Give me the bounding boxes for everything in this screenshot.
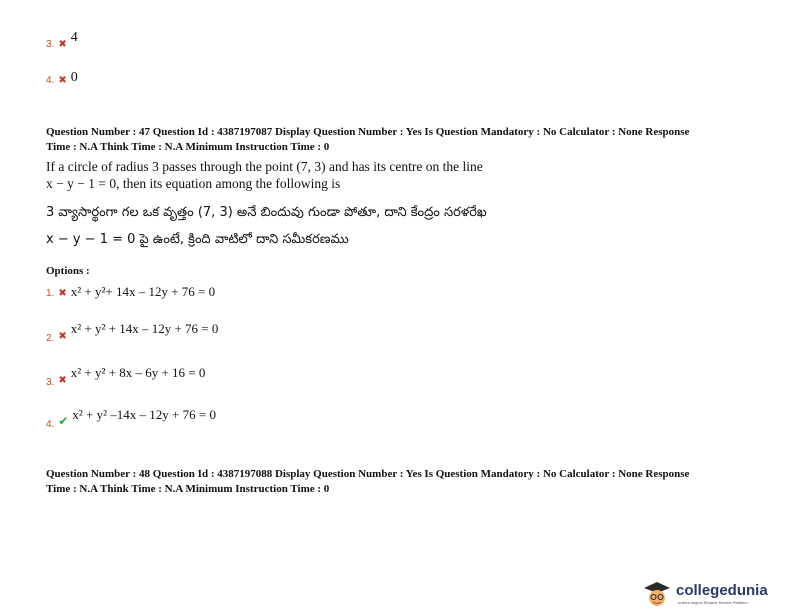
meta-line-2: Time : N.A Think Time : N.A Minimum Instruction Time : 0 [46,483,330,495]
option-text: x² + y²+ 14x – 12y + 76 = 0 [70,284,216,299]
question-47-meta [46,125,766,155]
option-2 [46,320,219,344]
option-text: 4 [70,30,78,45]
meta-line-2: Time : N.A Think Time : N.A Minimum Instruction Time : 0 [46,141,330,153]
option-number: 4. [46,419,55,430]
option-text: x² + y² + 8x – 6y + 16 = 0 [70,365,206,380]
meta-line-1: Question Number : 48 Question Id : 4387197088 Display Question Number : Yes Is Question Mandatory : No Calculator : None Response [46,468,690,480]
mascot-icon [640,580,674,608]
option-number: 1. [46,288,55,299]
question-47-english [46,158,746,192]
cross-icon: ✖ [58,75,67,86]
question-48-meta [46,467,766,497]
option-text: x² + y² –14x – 12y + 76 = 0 [72,407,216,422]
check-icon: ✔ [58,414,69,428]
cross-icon: ✖ [58,375,67,386]
option-number: 3. [46,377,55,388]
question-text-line-1: If a circle of radius 3 passes through the point (7, 3) and has its centre on the line [46,159,483,174]
option-number: 4. [46,75,55,86]
cross-icon: ✖ [58,288,67,299]
meta-line-1: Question Number : 47 Question Id : 4387197087 Display Question Number : Yes Is Question Mandatory : No Calculator : None Response [46,126,690,138]
question-47-telugu-line-1: 3 వ్యాసార్థంగా గల ఒక వృత్తం (7, 3) అనే బిందువు గుండా పోతూ, దాని కేంద్రం సరళరేఖ [46,205,487,220]
options-label: Options : [46,265,90,277]
prev-option-4 [46,70,78,88]
logo-tagline: India's largest Student Review Platform [678,600,748,605]
question-47-telugu-line-2: x − y − 1 = 0 పై ఉంటే, క్రింది వాటిలో దాని సమీకరణము [46,232,349,247]
cross-icon: ✖ [58,39,67,50]
option-text: 0 [70,70,78,85]
prev-option-3 [46,30,78,52]
logo-name: collegedunia [676,582,768,599]
option-4 [46,406,216,430]
question-text-line-2: x − y − 1 = 0, then its equation among the following is [46,176,341,191]
cross-icon: ✖ [58,331,67,342]
option-1 [46,283,215,301]
option-3 [46,364,206,388]
option-number: 3. [46,39,55,50]
option-text: x² + y² + 14x – 12y + 76 = 0 [70,321,219,336]
collegedunia-logo [640,580,790,608]
option-number: 2. [46,333,55,344]
